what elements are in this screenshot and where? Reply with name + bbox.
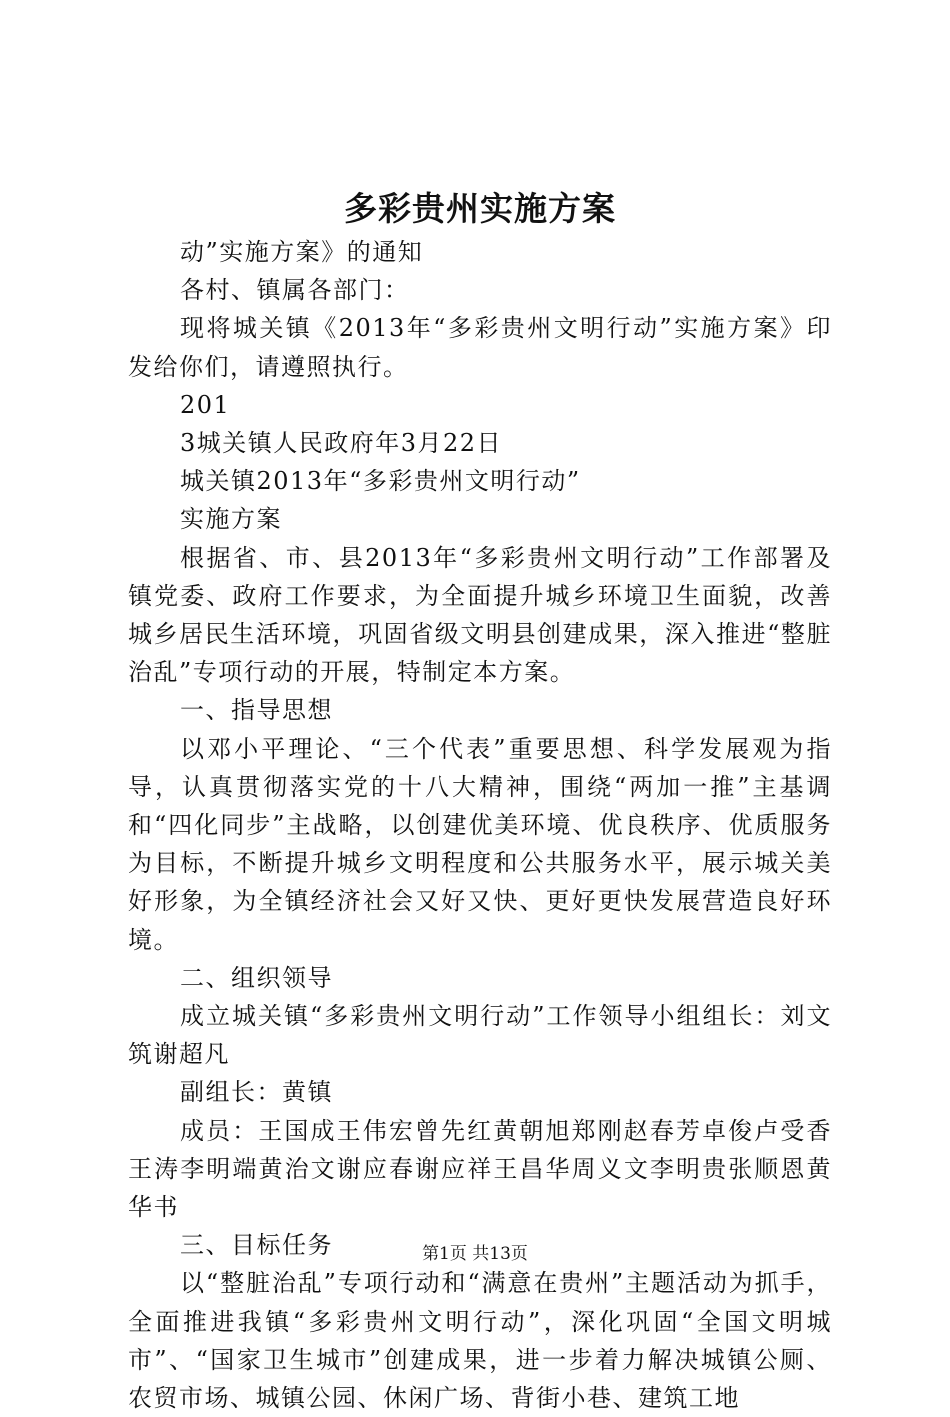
document-body [128, 233, 832, 1417]
paragraph-issue-notice: 现将城关镇《2013年“多彩贵州文明行动”实施方案》印发给你们，请遵照执行。 [128, 314, 832, 381]
section-heading-goals: 三、目标任务 [180, 1231, 333, 1260]
paragraph-intro: 根据省、市、县2013年“多彩贵州文明行动”工作部署及镇党委、政府工作要求，为全面提升城乡环境卫生面貌，改善城乡居民生活环境，巩固省级文明县创建成果，深入推进“整脏治乱”专项行动的开展，特制定本方案。 [128, 543, 832, 687]
section-heading-organization: 二、组织领导 [180, 963, 333, 992]
paragraph-leader: 成立城关镇“多彩贵州文明行动”工作领导小组组长：刘文筑谢超凡 [128, 1002, 832, 1069]
paragraph-guiding-ideology: 以邓小平理论、“三个代表”重要思想、科学发展观为指导，认真贯彻落实党的十八大精神，围绕“两加一推”主基调和“四化同步”主战略，以创建优美环境、优良秩序、优质服务为目标，不断提升城乡文明程度和公共服务水平，展示城关美好形象，为全镇经济社会又好又快、更好更快发展营造良好环境。 [128, 734, 832, 954]
paragraph-plan-heading: 城关镇2013年“多彩贵州文明行动” [180, 467, 581, 496]
document-title: 多彩贵州实施方案 [344, 189, 616, 228]
paragraph-members: 成员：王国成王伟宏曾先红黄朝旭郑刚赵春芳卓俊卢受香王涛李明端黄治文谢应春谢应祥王昌华周义文李明贵张顺恩黄华书 [128, 1116, 832, 1222]
section-heading-guiding-ideology: 一、指导思想 [180, 696, 333, 725]
page-footer: 第1页 共13页 [422, 1244, 528, 1264]
paragraph-signature-date: 3城关镇人民政府年3月22日 [180, 429, 503, 458]
paragraph-recipients: 各村、镇属各部门： [180, 276, 410, 305]
paragraph-plan-subheading: 实施方案 [180, 505, 282, 534]
paragraph-deputy-leader: 副组长：黄镇 [180, 1078, 333, 1107]
paragraph-goals: 以“整脏治乱”专项行动和“满意在贵州”主题活动为抓手，全面推进我镇“多彩贵州文明行动”，深化巩固“全国文明城市”、“国家卫生城市”创建成果，进一步着力解决城镇公厕、农贸市场、城镇公园、休闲广场、背街小巷、建筑工地 [128, 1269, 832, 1413]
paragraph-year-fragment: 201 [180, 390, 231, 419]
paragraph-notice-tail: 动”实施方案》的通知 [180, 238, 424, 266]
